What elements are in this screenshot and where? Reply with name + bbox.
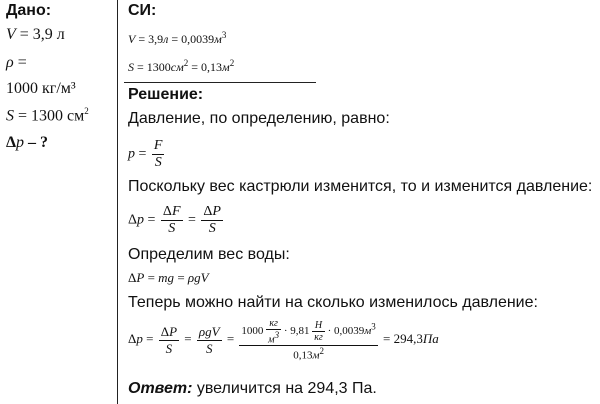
solution-text-3: Определим вес воды: <box>128 246 290 263</box>
si-volume: $V = 3,9л = 0,0039м^3$ <box>128 30 227 46</box>
given-volume: V = 3,9 л <box>6 26 65 43</box>
si-title: СИ: <box>128 2 157 19</box>
formula-pressure: p = $\frac{F}{S}$ <box>128 138 163 170</box>
given-density-label: ρ = <box>6 54 27 71</box>
si-divider <box>124 82 316 83</box>
formula-delta-pressure: Δp = $\frac{\Delta F}{S}$ = $\frac{\Delta P}{S}$ <box>128 204 221 236</box>
given-area: S = 1300 $см^2$ <box>6 106 89 125</box>
solution-text-1: Давление, по определению, равно: <box>128 110 390 127</box>
given-density-value: 1000 кг/м³ <box>6 80 76 97</box>
answer-text: увеличится на 294,3 Па. <box>196 380 377 397</box>
solution-column <box>118 0 600 404</box>
formula-result: Δp = $\frac{\Delta P}{S}$ = $\frac{\text{ρgV}}{S}$ = 1000 $\frac{кг}{м3}$ · 9,81 $\frac{Н}{кг}$ · $0,0039м^3$ $0,13м^2$ = 294,3Па <box>128 318 439 362</box>
answer-label: Ответ: <box>128 380 193 397</box>
si-area: $S = 1300см^2 = 0,13м^2$ <box>128 58 235 74</box>
solution-text-4: Теперь можно найти на сколько изменилось давление: <box>128 294 538 311</box>
solution-text-2: Поскольку вес кастрюли изменится, то и изменится давление: <box>128 178 593 195</box>
given-column <box>0 0 118 404</box>
answer <box>128 380 377 398</box>
given-title: Дано: <box>6 2 52 19</box>
given-unknown: Δp – ? <box>6 134 49 151</box>
formula-water-weight: ΔP = mg = ρgV <box>128 270 209 285</box>
solution-title: Решение: <box>128 86 204 103</box>
